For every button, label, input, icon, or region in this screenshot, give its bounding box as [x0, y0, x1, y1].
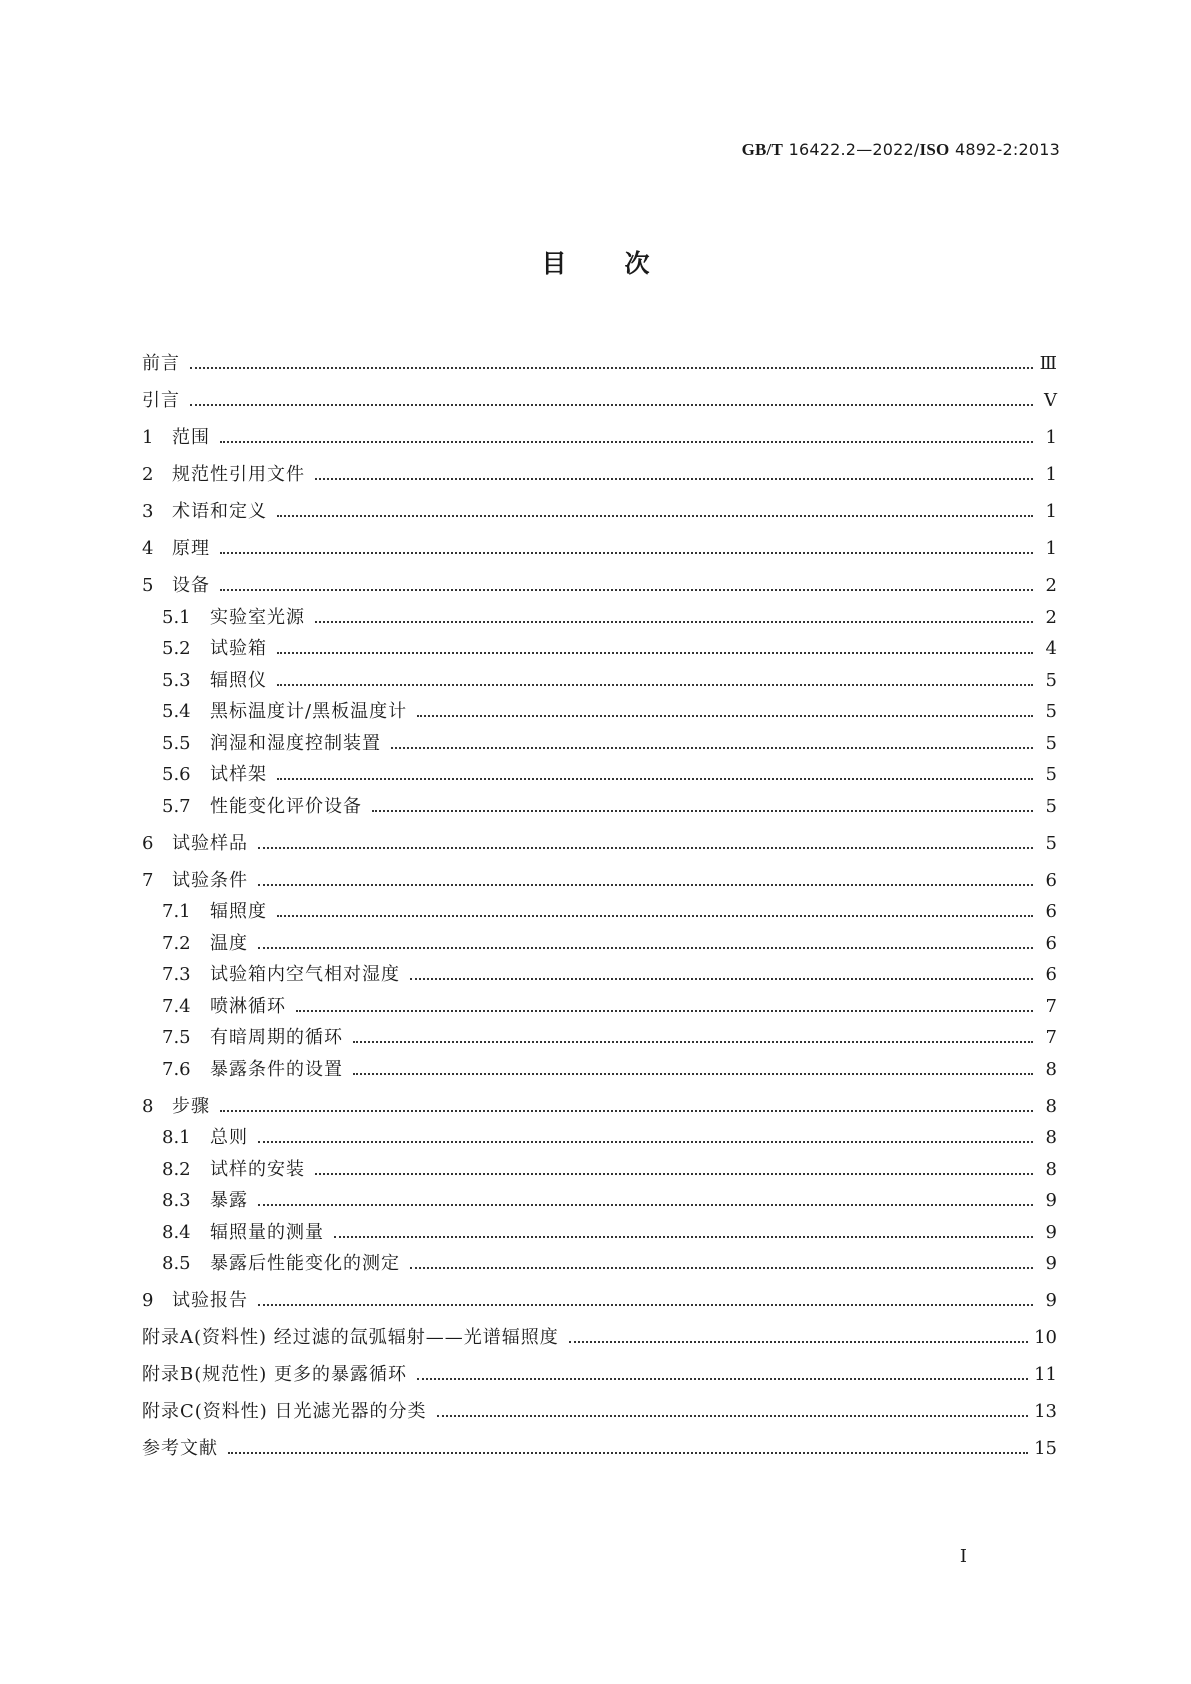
- dot-leader: [410, 1267, 1033, 1269]
- toc-entry-label: 步骤: [172, 1095, 210, 1117]
- toc-entry-label: 辐照仪: [210, 669, 267, 691]
- toc-entry-label: 性能变化评价设备: [210, 795, 362, 817]
- dot-leader: [315, 1173, 1033, 1175]
- toc-entry-number: 7.3: [162, 964, 191, 985]
- toc-entry-number: 7.5: [162, 1027, 191, 1048]
- dot-leader: [258, 884, 1033, 886]
- toc-entry-label: 暴露条件的设置: [210, 1058, 343, 1080]
- toc-entry-page: 9: [1045, 1253, 1057, 1274]
- toc-entry[interactable]: [142, 449, 1057, 486]
- dot-leader: [220, 589, 1033, 591]
- toc-entry[interactable]: [142, 723, 1057, 755]
- toc-entry-label: 规范性引用文件: [172, 464, 305, 485]
- toc-entry-number: 5.7: [162, 795, 191, 817]
- toc-entry[interactable]: [142, 923, 1057, 955]
- toc-entry[interactable]: [142, 523, 1057, 560]
- toc-entry-page: 6: [1045, 932, 1057, 954]
- toc-entry-page: 2: [1045, 575, 1057, 596]
- toc-entry[interactable]: [142, 412, 1057, 449]
- toc-entry-label: 引言: [142, 390, 180, 411]
- toc-entry-label: 附录C(资料性) 日光滤光器的分类: [142, 1401, 427, 1422]
- toc-entry-page: 5: [1045, 732, 1057, 754]
- toc-entry[interactable]: [142, 1118, 1057, 1150]
- std-prefix: GB/T: [741, 140, 784, 159]
- std-number: 16422.2—2022/: [788, 140, 920, 159]
- dot-leader: [190, 367, 1033, 369]
- toc-entry-page: 8: [1045, 1095, 1057, 1117]
- toc-entry-label: 实验室光源: [210, 606, 305, 628]
- toc-entry-label: 设备: [172, 575, 210, 596]
- toc-entry-page: 9: [1045, 1190, 1057, 1211]
- toc-entry-label: 黑标温度计/黑板温度计: [210, 701, 408, 722]
- toc-entry-label: 试验箱: [210, 638, 267, 659]
- dot-leader: [353, 1041, 1033, 1043]
- dot-leader: [277, 652, 1033, 654]
- toc-entry[interactable]: [142, 375, 1057, 412]
- toc-entry-label: 暴露后性能变化的测定: [210, 1253, 400, 1274]
- toc-entry-label: 范围: [172, 427, 210, 448]
- toc-entry-number: 5.2: [162, 638, 191, 659]
- toc-entry-page: 1: [1045, 538, 1057, 559]
- page-title: 目次: [541, 249, 708, 278]
- toc-entry-number: 5.3: [162, 669, 191, 691]
- toc-entry-label: 有暗周期的循环: [210, 1027, 343, 1048]
- toc-entry-page: 8: [1045, 1058, 1057, 1080]
- toc-entry-page: 13: [1034, 1401, 1057, 1422]
- toc-entry[interactable]: [142, 1423, 1057, 1460]
- dot-leader: [277, 778, 1033, 780]
- standard-number-header: [742, 140, 1060, 160]
- toc-entry-label: 试验报告: [172, 1290, 248, 1311]
- toc-entry-page: 1: [1045, 464, 1057, 485]
- dot-leader: [417, 1378, 1028, 1380]
- toc-entry-label: 试验箱内空气相对湿度: [210, 964, 400, 985]
- toc-entry-page: 6: [1045, 964, 1057, 985]
- dot-leader: [258, 1204, 1033, 1206]
- toc-entry[interactable]: [142, 1181, 1057, 1213]
- toc-entry-page: 5: [1045, 764, 1057, 785]
- dot-leader: [277, 515, 1033, 517]
- dot-leader: [296, 1010, 1033, 1012]
- toc-entry-number: 9: [142, 1290, 154, 1311]
- dot-leader: [410, 978, 1033, 980]
- dot-leader: [315, 478, 1033, 480]
- toc-entry-number: 8.4: [162, 1221, 191, 1243]
- toc-entry-page: 15: [1034, 1438, 1057, 1459]
- dot-leader: [258, 1304, 1033, 1306]
- dot-leader: [220, 1110, 1033, 1112]
- toc-entry-page: 4: [1045, 638, 1057, 659]
- toc-entry-page: 9: [1045, 1290, 1057, 1311]
- toc-entry-label: 润湿和湿度控制装置: [210, 732, 381, 754]
- toc-entry-number: 3: [142, 501, 154, 522]
- toc-entry-number: 7.2: [162, 932, 191, 954]
- dot-leader: [391, 747, 1033, 749]
- toc-entry[interactable]: [142, 786, 1057, 818]
- toc-entry-page: 1: [1045, 427, 1057, 448]
- toc-entry-page: 2: [1045, 606, 1057, 628]
- toc-entry-number: 8.2: [162, 1158, 191, 1180]
- toc-entry-page: 5: [1045, 701, 1057, 722]
- toc-entry-page: 7: [1045, 1027, 1057, 1048]
- toc-entry[interactable]: [142, 755, 1057, 787]
- toc-entry[interactable]: [142, 486, 1057, 523]
- toc-entry[interactable]: [142, 1149, 1057, 1181]
- toc-entry[interactable]: [142, 1386, 1057, 1423]
- toc-entry-label: 试验样品: [172, 832, 248, 854]
- toc-entry-number: 7: [142, 869, 154, 891]
- footer-page-number: Ⅰ: [959, 1546, 967, 1567]
- toc-entry-page: 5: [1045, 669, 1057, 691]
- toc-entry-page: Ⅲ: [1039, 353, 1057, 374]
- toc-entry-number: 5.5: [162, 732, 191, 754]
- toc-entry[interactable]: [142, 1349, 1057, 1386]
- toc-entry[interactable]: [142, 1049, 1057, 1081]
- dot-leader: [220, 441, 1033, 443]
- toc-entry-label: 试验条件: [172, 869, 248, 891]
- dot-leader: [437, 1415, 1029, 1417]
- toc-entry-number: 5.4: [162, 701, 191, 722]
- toc-entry-page: 5: [1045, 832, 1057, 854]
- toc-entry-label: 参考文献: [142, 1438, 218, 1459]
- toc-entry[interactable]: [142, 855, 1057, 892]
- dot-leader: [228, 1452, 1028, 1454]
- toc-entry-number: 5.6: [162, 764, 191, 785]
- dot-leader: [258, 1141, 1033, 1143]
- toc-entry-label: 辐照度: [210, 901, 267, 922]
- toc-entry-label: 原理: [172, 538, 210, 559]
- toc-entry-page: 7: [1045, 995, 1057, 1017]
- toc-entry[interactable]: [142, 629, 1057, 661]
- toc-entry-page: 8: [1045, 1158, 1057, 1180]
- toc-entry-number: 8.3: [162, 1190, 191, 1211]
- toc-entry-number: 8: [142, 1095, 154, 1117]
- toc-entry[interactable]: [142, 818, 1057, 855]
- toc-entry[interactable]: [142, 692, 1057, 724]
- toc-entry-label: 温度: [210, 932, 248, 954]
- toc-entry-label: 术语和定义: [172, 501, 267, 522]
- dot-leader: [258, 847, 1033, 849]
- toc-entry-page: 8: [1045, 1127, 1057, 1148]
- dot-leader: [334, 1236, 1033, 1238]
- toc-entry-label: 附录B(规范性) 更多的暴露循环: [142, 1364, 407, 1385]
- toc-entry-label: 试样架: [210, 764, 267, 785]
- toc-entry[interactable]: [142, 597, 1057, 629]
- toc-entry-page: Ⅴ: [1044, 390, 1057, 411]
- toc-entry-page: 10: [1034, 1327, 1057, 1348]
- toc-entry[interactable]: [142, 955, 1057, 987]
- toc-entry[interactable]: [142, 338, 1057, 375]
- toc-entry[interactable]: [142, 1312, 1057, 1349]
- dot-leader: [315, 621, 1033, 623]
- toc-entry-number: 7.6: [162, 1058, 191, 1080]
- toc-entry-page: 6: [1045, 901, 1057, 922]
- toc-entry[interactable]: [142, 660, 1057, 692]
- dot-leader: [353, 1073, 1033, 1075]
- toc-entry[interactable]: [142, 892, 1057, 924]
- toc-entry-label: 附录A(资料性) 经过滤的氙弧辐射——光谱辐照度: [142, 1327, 559, 1348]
- toc-entry-number: 4: [142, 538, 154, 559]
- toc-entry-number: 1: [142, 427, 154, 448]
- toc-entry-page: 11: [1034, 1364, 1057, 1385]
- toc-entry[interactable]: [142, 1081, 1057, 1118]
- dot-leader: [277, 915, 1033, 917]
- toc-entry-page: 1: [1045, 501, 1057, 522]
- dot-leader: [417, 715, 1033, 717]
- toc-entry[interactable]: [142, 1244, 1057, 1276]
- toc-entry-label: 喷淋循环: [210, 995, 286, 1017]
- toc-entry-number: 7.4: [162, 995, 191, 1017]
- iso-prefix: ISO: [919, 140, 950, 159]
- toc-entry[interactable]: [142, 1018, 1057, 1050]
- dot-leader: [372, 810, 1033, 812]
- toc-entry-number: 5: [142, 575, 154, 596]
- toc-entry-label: 前言: [142, 353, 180, 374]
- dot-leader: [258, 947, 1033, 949]
- toc-entry-label: 总则: [210, 1127, 248, 1148]
- toc-entry[interactable]: [142, 1212, 1057, 1244]
- dot-leader: [220, 552, 1033, 554]
- toc-entry-page: 6: [1045, 869, 1057, 891]
- toc-entry-number: 8.5: [162, 1253, 191, 1274]
- toc-entry-number: 5.1: [162, 606, 191, 628]
- toc-entry-number: 7.1: [162, 901, 191, 922]
- toc-entry-page: 9: [1045, 1221, 1057, 1243]
- dot-leader: [190, 404, 1033, 406]
- toc-entry-label: 辐照量的测量: [210, 1221, 324, 1243]
- toc-entry[interactable]: [142, 560, 1057, 597]
- toc-entry-label: 试样的安装: [210, 1158, 305, 1180]
- iso-number: 4892-2:2013: [955, 140, 1060, 159]
- toc-entry[interactable]: [142, 986, 1057, 1018]
- toc-entry-label: 暴露: [210, 1190, 248, 1211]
- table-of-contents: [142, 338, 1057, 1460]
- toc-entry[interactable]: [142, 1275, 1057, 1312]
- toc-entry-number: 6: [142, 832, 154, 854]
- toc-entry-page: 5: [1045, 795, 1057, 817]
- dot-leader: [569, 1341, 1028, 1343]
- toc-entry-number: 8.1: [162, 1127, 191, 1148]
- toc-entry-number: 2: [142, 464, 154, 485]
- dot-leader: [277, 684, 1033, 686]
